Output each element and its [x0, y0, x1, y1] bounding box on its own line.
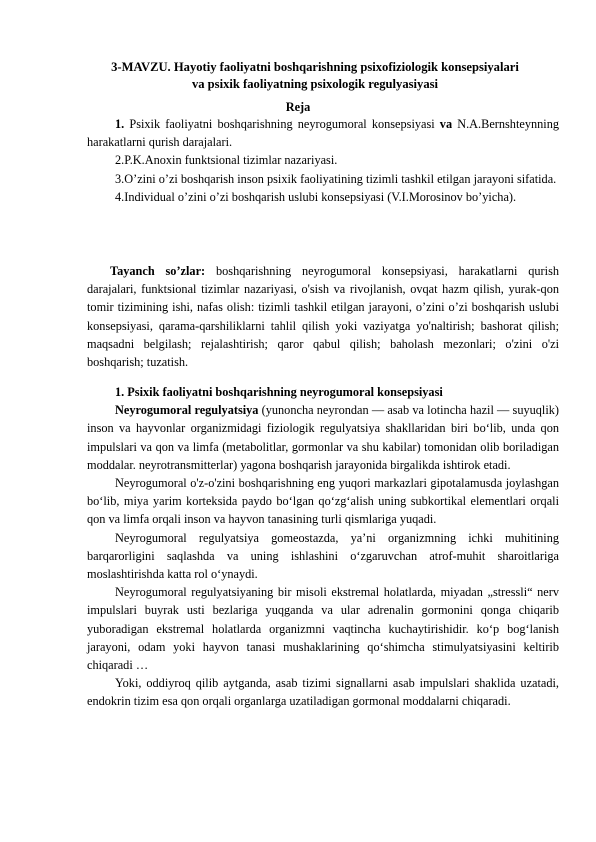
- section-1-paragraph-1-text: (yunoncha neyrondan — asab va lotincha hazil — suyuqlik) inson va hayvonlar organizmidagi fiziologik regulyatsiya shakllaridan biri bo‘lib, unda qon impulslari va qon va limfa (metabolitlar, gormonlar va shu kabilar) tomonidan olib boriladigan moddalar. neyrotransmitterlar) yagona boshqarish jarayonida birgalikda ishtirok etadi.: [87, 403, 559, 472]
- plan-item-1-number: 1.: [115, 117, 125, 131]
- title-line-1: 3-MAVZU. Hayotiy faoliyatni boshqarishning psixofiziologik konsepsiyalari: [111, 60, 519, 74]
- title-line-2: va psixik faoliyatning psixologik regulyasiyasi: [191, 76, 439, 91]
- plan-item-1-text-2: N.A.Bernshteynning harakatlarni qurish darajalari.: [87, 117, 559, 150]
- key-words-text: boshqarishning neyrogumoral konsepsiyasi, harakatlarni qurish darajalari, funktsional tizimlar nazariyasi, o'sish va rivojlanish, ovqat hazm qilish, yurak-qon tomir tizimining ishi, nafas olish: tizimli tashkil etilgan jarayoni, o’zini o’zi boshqarish uslubi konsepsiyasi, qarama-qarshiliklarni tahlil qilish yoki vaziyatga yo'naltirish; bashorat qilish; maqsadni belgilash; rejalashtirish; qaror qabul qilish; baholash mezonlari; o'zini o'zi boshqarish; tuzatish.: [87, 264, 559, 370]
- key-words-label: Tayanch so’zlar:: [110, 264, 206, 278]
- plan-item-2: 2.P.K.Anoxin funktsional tizimlar nazariyasi.: [115, 153, 338, 168]
- plan-list: [87, 115, 559, 206]
- section-1-paragraph-5: Yoki, oddiyroq qilib aytganda, asab tizimi signallarni asab impulslari shaklida uzatadi, endokrin tizim esa qon orqali organlarga uzatiladigan gormonal moddalarni chiqaradi.: [87, 676, 559, 709]
- plan-item-1: [87, 115, 559, 151]
- plan-item-1-text: Psixik faoliyatni boshqarishning neyrogumoral konsepsiyasi: [124, 117, 440, 131]
- key-words-paragraph: [87, 262, 559, 371]
- section-1-term: Neyrogumoral regulyatsiya: [115, 403, 259, 418]
- plan-item-1-va: va: [439, 117, 453, 131]
- plan-item-4: 4.Individual o’zini o’zi boshqarish uslubi konsepsiyasi (V.I.Morosinov bo’yicha).: [115, 189, 517, 204]
- plan-heading: Reja: [285, 100, 311, 114]
- document-title: [70, 59, 560, 92]
- section-1-paragraph-4: Neyrogumoral regulyatsiyaning bir misoli ekstremal holatlarda, miyadan „stressli“ nerv impulslari buyrak usti bezlariga yuqganda va ular adrenalin gormonini qonga chiqarib yuboradigan ekstremal holatlarda organizmni vaqtincha kuchaytirishidir. ko‘p bog‘lanish jarayoni, odam yoki hayvon tanasi mushaklarining qo‘shimcha stimulyatsiyasini keltirib chiqaradi …: [87, 585, 559, 673]
- section-1-paragraph-1: [87, 401, 559, 474]
- section-1-paragraph-3: Neyrogumoral regulyatsiya gomeostazda, ya’ni organizmning ichki muhitining barqarorligini saqlashda va uning ishlashini o‘zgaruvchan atrof-muhit sharoitlariga moslashtirishda katta rol o‘ynaydi.: [87, 530, 559, 582]
- plan-item-3: 3.O’zini o’zi boshqarish inson psixik faoliyatining tizimli tashkil etilgan jarayoni sifatida.: [115, 171, 557, 186]
- section-1: [87, 383, 559, 711]
- key-words: [87, 262, 559, 371]
- section-1-heading: 1. Psixik faoliyatni boshqarishning neyrogumoral konsepsiyasi: [115, 385, 443, 399]
- section-1-paragraph-2: Neyrogumoral o'z-o'zini boshqarishning eng yuqori markazlari gipotalamusda joylashgan bo‘lib, miya yarim korteksida paydo bo‘lgan qo‘zg‘alish uning subkortikal elementlari orqali qon va limfa orqali inson va hayvon tanasining turli qismlariga yuqadi.: [87, 476, 559, 527]
